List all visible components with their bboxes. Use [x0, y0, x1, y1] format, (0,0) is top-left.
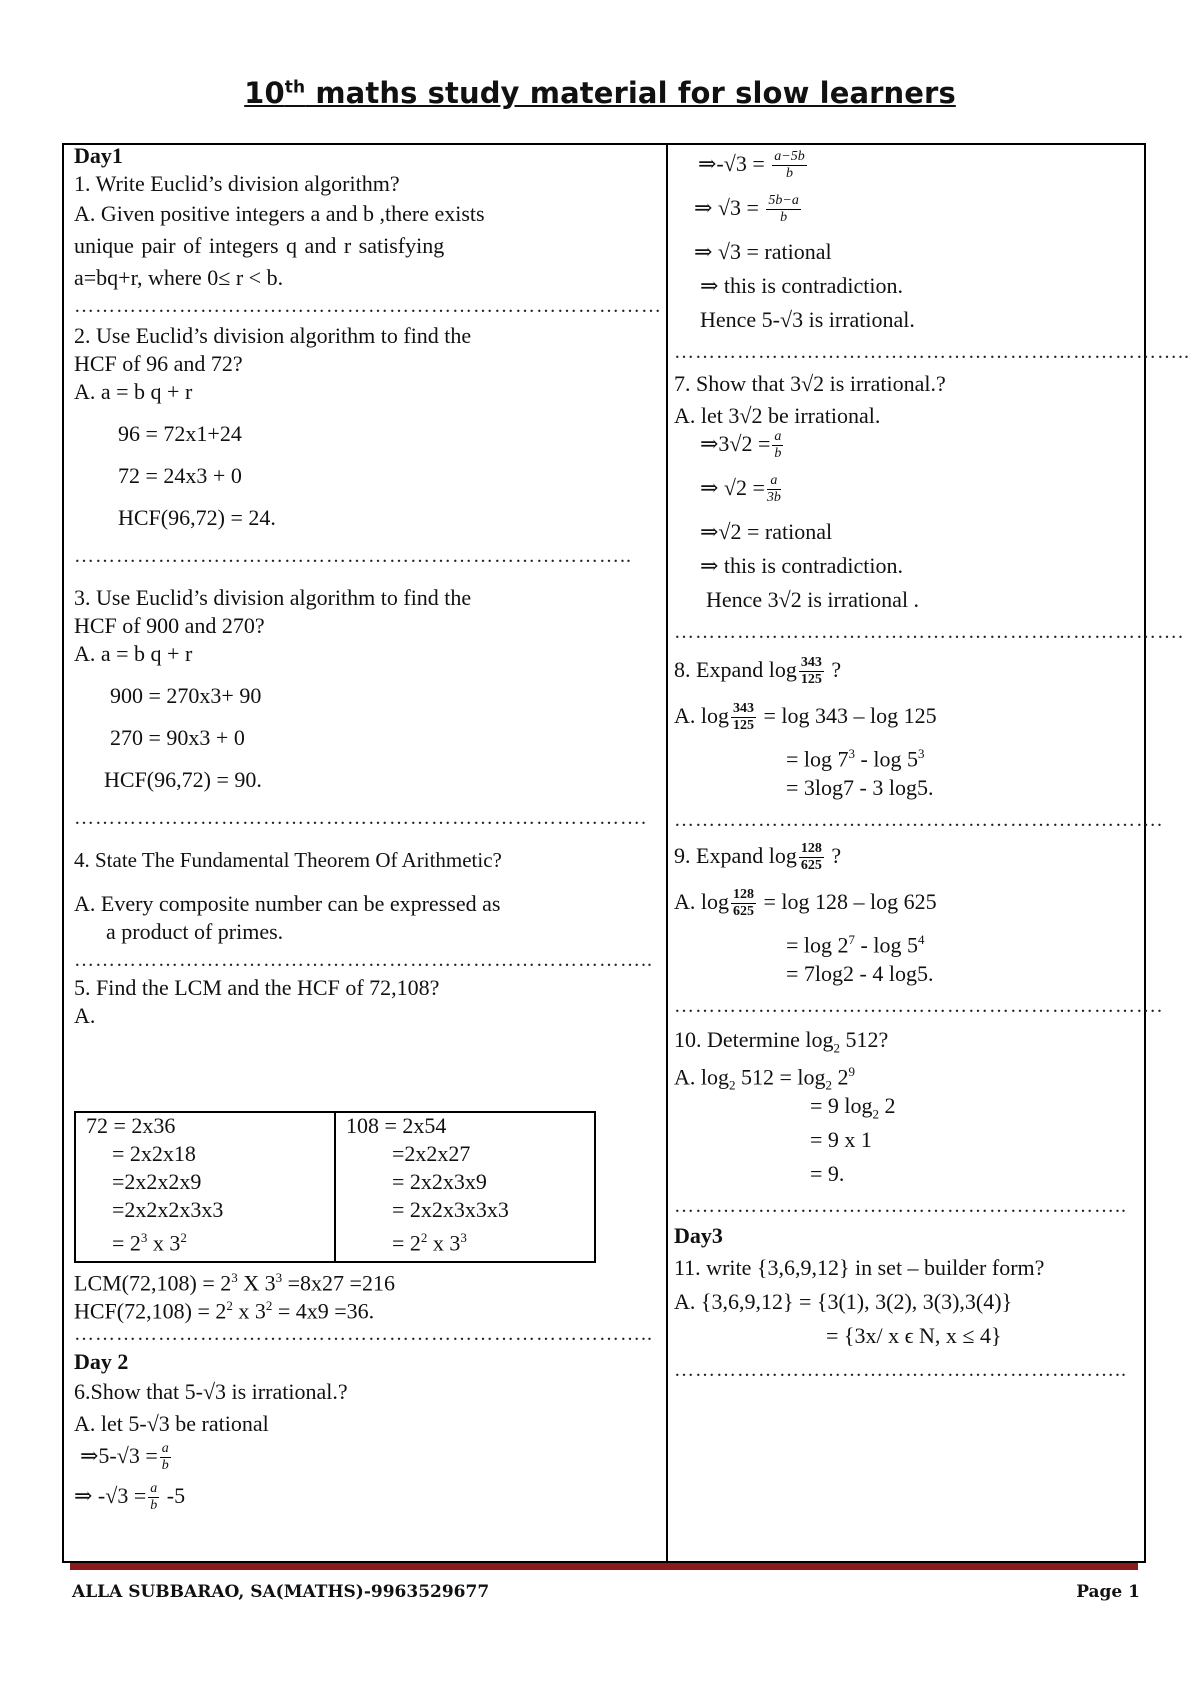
- question-4: 4. State The Fundamental Theorem Of Arithmetic?: [74, 848, 502, 872]
- answer-2-line: A. a = b q + r: [74, 379, 193, 404]
- fact-108-line: 108 = 2x54: [346, 1113, 447, 1138]
- separator-dots: …………………………………………………………….: [674, 995, 1163, 1017]
- fact-72-line: 72 = 2x36: [86, 1113, 176, 1138]
- answer-10-line: = 9 x 1: [810, 1127, 872, 1152]
- answer-9-line: = $\log 2^7$ - $\log 5^4$: [786, 932, 925, 958]
- answer-4-line: A. Every composite number can be expressed as: [74, 891, 501, 916]
- footer-bar: [70, 1563, 1138, 1570]
- fact-72-line: = $2^3$ x $3^2$: [112, 1230, 187, 1256]
- answer-6-line: A. let 5-√3 be rational: [74, 1411, 269, 1436]
- content-frame: [62, 143, 1190, 1563]
- answer-1-line: A. Given positive integers a and b ,there exists: [74, 201, 485, 226]
- fraction: $\frac{128}{625}$: [800, 841, 822, 874]
- separator-dots: ………………………………………………………..: [674, 1195, 1127, 1217]
- answer-4-line: a product of primes.: [106, 919, 284, 944]
- answer-2-line: 72 = 24x3 + 0: [118, 463, 242, 488]
- answer-6-cont: Hence 5-√3 is irrational.: [700, 307, 915, 332]
- answer-6-line: ⇒5-√3 = $\frac{a}{b}$: [80, 1441, 169, 1474]
- fact-108-line: = 2x2x3x9: [392, 1169, 487, 1194]
- answer-7-line: ⇒√2 = rational: [700, 519, 833, 544]
- fraction: $\frac{5b-a}{b}$: [768, 193, 799, 226]
- separator-dots: …………………………………………………………….: [674, 809, 1163, 831]
- separator-dots: …………………………………………………………………………: [74, 295, 662, 317]
- answer-1-line: a=bq+r, where 0≤ r < b.: [74, 265, 284, 290]
- column-divider: [666, 145, 668, 1563]
- fraction: $\frac{a}{b}$: [774, 429, 782, 462]
- page-title: 10th maths study material for slow learners: [244, 76, 956, 110]
- answer-7-line: ⇒3√2 = $\frac{a}{b}$: [700, 429, 782, 462]
- fact-108-line: = $2^2$ x $3^3$: [392, 1230, 467, 1256]
- fraction: $\frac{343}{125}$: [733, 701, 754, 734]
- day-heading: Day3: [674, 1223, 723, 1248]
- answer-2-line: 96 = 72x1+24: [118, 421, 242, 446]
- fact-72-line: = 2x2x18: [112, 1141, 196, 1166]
- answer-3-line: 900 = 270x3+ 90: [110, 683, 262, 708]
- answer-6-cont: ⇒ √3 = $\frac{5b-a}{b}$: [694, 193, 799, 226]
- question-11: 11. write {3,6,9,12} in set – builder form?: [674, 1255, 1045, 1280]
- fraction: $\frac{a}{b}$: [161, 1441, 169, 1474]
- separator-dots: ………………………………………………………………………..: [74, 1323, 653, 1345]
- table-divider: [334, 1113, 336, 1261]
- answer-6-cont: ⇒ √3 = rational: [694, 239, 832, 264]
- answer-3-line: 270 = 90x3 + 0: [110, 725, 245, 750]
- day-heading: Day1: [74, 143, 123, 168]
- separator-dots: ……………………………………………………………………..: [74, 545, 632, 567]
- answer-1-line: unique pair of integers q and r satisfying: [74, 233, 445, 258]
- answer-6-cont: ⇒ this is contradiction.: [700, 273, 903, 298]
- fraction: $\frac{343}{125}$: [800, 655, 822, 688]
- question-9: 9. Expand log $\frac{128}{625}$ ?: [674, 841, 842, 874]
- answer-7-line: A. let 3√2 be irrational.: [674, 403, 881, 428]
- hcf-result: $HCF(72,108) = 2^2$ x $3^2 = 4x9 =36$.: [74, 1298, 375, 1324]
- fraction: $\frac{a-5b}{b}$: [774, 149, 805, 182]
- separator-dots: ……………………………………………………………….: [674, 621, 1184, 643]
- answer-6-line: ⇒ -√3 = $\frac{a}{b}$ -5: [74, 1481, 186, 1514]
- question-5: 5. Find the LCM and the HCF of 72,108?: [74, 975, 440, 1000]
- question-2: 2. Use Euclid’s division algorithm to find the: [74, 323, 472, 348]
- answer-7-line: ⇒ this is contradiction.: [700, 553, 903, 578]
- fraction: $\frac{a}{3b}$: [766, 473, 781, 506]
- separator-dots: ………………………………………………………..: [674, 1359, 1127, 1381]
- answer-10-line: = 9 $\log_2 2$: [810, 1093, 896, 1122]
- lcm-result: $LCM(72,108) = 2^3$ X $3^3 =8x27 =216$: [74, 1270, 395, 1296]
- fact-72-line: =2x2x2x9: [112, 1169, 202, 1194]
- answer-6-cont: ⇒-√3 = $\frac{a-5b}{b}$: [698, 149, 805, 182]
- question-1: 1. Write Euclid’s division algorithm?: [74, 171, 400, 196]
- page-number: Page 1: [1076, 1582, 1140, 1602]
- answer-10-line: = 9.: [810, 1161, 845, 1186]
- separator-dots: ………………………………………………………………..: [674, 341, 1190, 363]
- answer-2-line: HCF(96,72) = 24.: [118, 505, 276, 530]
- fraction: $\frac{128}{625}$: [733, 887, 754, 920]
- question-7: 7. Show that 3√2 is irrational.?: [674, 371, 946, 396]
- answer-11-line: = {3x/ x ϵ N, x ≤ 4}: [826, 1323, 1002, 1348]
- answer-8-line: = 3log7 - 3 log5.: [786, 775, 934, 800]
- answer-3-line: A. a = b q + r: [74, 641, 193, 666]
- answer-3-line: HCF(96,72) = 90.: [104, 767, 262, 792]
- separator-dots: ……………………………………………………………………….: [74, 807, 647, 829]
- question-3: 3. Use Euclid’s division algorithm to find the: [74, 585, 472, 610]
- fact-108-line: = 2x2x3x3x3: [392, 1197, 509, 1222]
- answer-9-line: = 7log2 - 4 log5.: [786, 961, 934, 986]
- question-3: HCF of 900 and 270?: [74, 613, 265, 638]
- footer-author: ALLA SUBBARAO, SA(MATHS)-9963529677: [72, 1582, 490, 1602]
- question-8: 8. Expand log $\frac{343}{125}$ ?: [674, 655, 842, 688]
- day-heading: Day 2: [74, 1349, 129, 1374]
- answer-8-line: = $\log 7^3$ - $\log 5^3$: [786, 746, 925, 772]
- question-6: 6.Show that 5-√3 is irrational.?: [74, 1379, 348, 1404]
- question-2: HCF of 96 and 72?: [74, 351, 243, 376]
- answer-10-line: A. $\log_2 512 = \log_2 2^9$: [674, 1064, 856, 1093]
- answer-7-line: ⇒ √2 = $\frac{a}{3b}$: [700, 473, 781, 506]
- separator-dots: ………………………………………………………………………..: [74, 949, 653, 971]
- fact-108-line: =2x2x27: [392, 1141, 471, 1166]
- answer-11-line: A. {3,6,9,12} = {3(1), 3(2), 3(3),3(4)}: [674, 1289, 1013, 1314]
- question-10: 10. Determine $\log_2 512$?: [674, 1027, 889, 1056]
- answer-9-line: A. log $\frac{128}{625}$ = log 128 – log 625: [674, 887, 937, 920]
- fact-72-line: =2x2x2x3x3: [112, 1197, 224, 1222]
- answer-7-line: Hence 3√2 is irrational .: [706, 587, 920, 612]
- answer-5-label: A.: [74, 1003, 96, 1028]
- fraction: $\frac{a}{b}$: [150, 1481, 158, 1514]
- answer-8-line: A. log $\frac{343}{125}$ = log 343 – log 125: [674, 701, 937, 734]
- factorization-table: [74, 1111, 596, 1263]
